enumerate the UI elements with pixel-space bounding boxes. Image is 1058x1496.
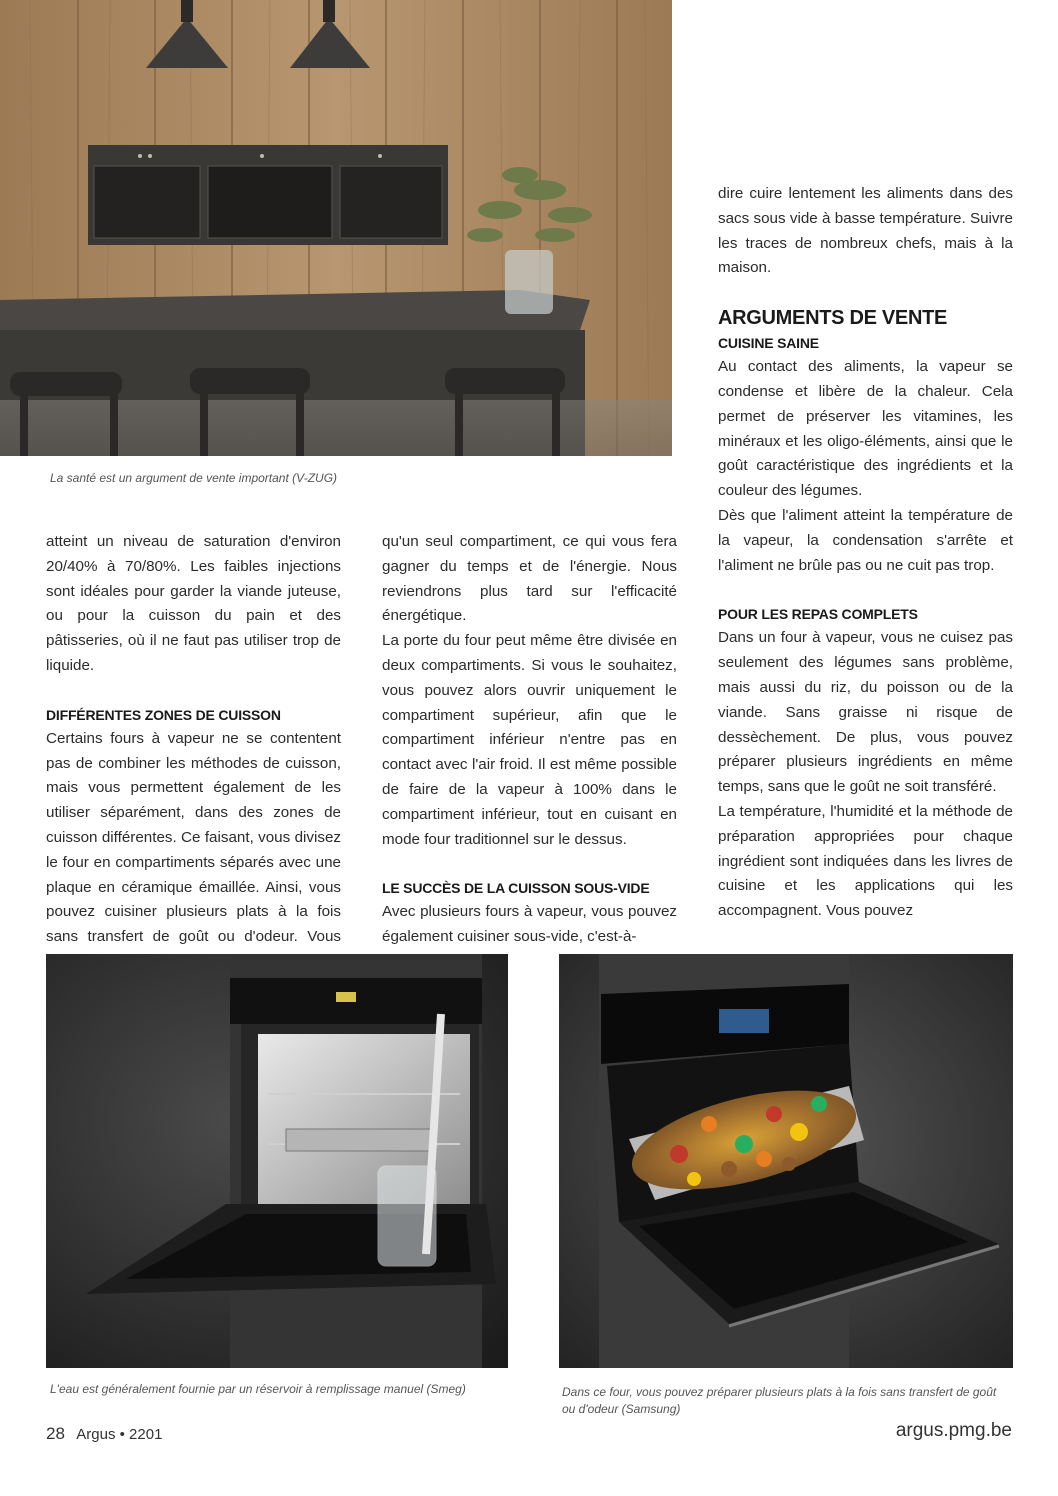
right-column xyxy=(718,182,1013,924)
left-paragraph-2: Certains fours à vapeur ne se contentent pas de combiner les méthodes de cuisson, mais vous permettent également de les utiliser séparément, dans des zones de cuisson différentes. Ce faisant, vous divisez le four en compartiments séparés avec une plaque en céramique émaillée. Ainsi, vous pouvez cuisiner plusieurs plats à la fois sans transfert de goût ou d'odeur. Vous xyxy=(46,729,341,946)
bottom-right-caption: Dans ce four, vous pouvez préparer plusieurs plats à la fois sans transfert de goût ou d'odeur (Samsung) xyxy=(562,1385,997,1416)
subheading-zones-cuisson: DIFFÉRENTES ZONES DE CUISSON xyxy=(46,706,281,723)
magazine-issue: Argus • 2201 xyxy=(76,1426,163,1443)
middle-paragraph-2: La porte du four peut même être divisée en deux compartiments. Si vous le souhaitez, vous pouvez alors ouvrir uniquement le compartiment supérieur, afin que le compartiment inférieur n'entre pas en contact avec l'air froid. Il est même possible de faire de la vapeur à 100% dans le compartiment inférieur, tout en cuisant en mode four traditionnel sur le dessus. xyxy=(382,632,677,848)
bottom-left-caption: L'eau est généralement fournie par un réservoir à remplissage manuel (Smeg) xyxy=(50,1382,466,1396)
section-heading-arguments: ARGUMENTS DE VENTE xyxy=(718,307,948,330)
middle-paragraph-1: qu'un seul compartiment, ce qui vous fera gagner du temps et de l'énergie. Nous reviendrons plus tard sur l'efficacité énergétique. xyxy=(382,533,677,625)
subheading-sous-vide: LE SUCCÈS DE LA CUISSON SOUS-VIDE xyxy=(382,880,650,897)
paragraph-cuisine-saine-2: Dès que l'aliment atteint la température de la vapeur, la condensation s'arrête et l'aliment ne brûle pas ou ne cuit pas trop. xyxy=(718,506,1013,574)
samsung-oven-photo xyxy=(559,954,1013,1368)
kitchen-photo xyxy=(0,0,672,456)
right-intro-paragraph: dire cuire lentement les aliments dans des sacs sous vide à basse température. Suivre les traces de nombreux chefs, mais à la maison. xyxy=(718,185,1013,277)
subheading-cuisine-saine: CUISINE SAINE xyxy=(718,335,819,352)
top-photo-caption: La santé est un argument de vente important (V-ZUG) xyxy=(50,471,338,485)
paragraph-cuisine-saine-1: Au contact des aliments, la vapeur se condense et libère de la chaleur. Cela permet de préserver les vitamines, les minéraux et les oligo-éléments, ainsi que le goût caractéristique des ingrédients et la couleur des légumes. xyxy=(718,358,1013,500)
middle-column xyxy=(382,530,677,950)
left-column xyxy=(46,530,341,975)
page-number: 28 xyxy=(46,1424,65,1443)
footer-left xyxy=(46,1424,162,1444)
paragraph-repas-complets-1: Dans un four à vapeur, vous ne cuisez pas seulement des légumes sans problème, mais aussi du riz, du poisson ou de la viande. Sans graisse ni risque de dessèchement. De plus, vous pouvez préparer plusieurs ingrédients en même temps, sans que le goût ne soit transféré. xyxy=(718,629,1013,796)
subheading-repas-complets: POUR LES REPAS COMPLETS xyxy=(718,606,918,623)
middle-paragraph-3: Avec plusieurs fours à vapeur, vous pouvez également cuisiner sous-vide, c'est-à- xyxy=(382,903,677,946)
website-link[interactable]: argus.pmg.be xyxy=(895,1420,1012,1441)
smeg-oven-photo xyxy=(46,954,508,1368)
left-paragraph-1: atteint un niveau de saturation d'environ 20/40% à 70/80%. Les faibles injections sont idéales pour garder la viande juteuse, ou pour la cuisson du pain et des pâtisseries, où il ne faut pas utiliser trop de liquide. xyxy=(46,533,341,674)
paragraph-repas-complets-2: La température, l'humidité et la méthode de préparation appropriées pour chaque ingrédient sont indiquées dans les livres de cuisine et les applications qui les accompagnent. Vous pouvez xyxy=(718,802,1013,920)
